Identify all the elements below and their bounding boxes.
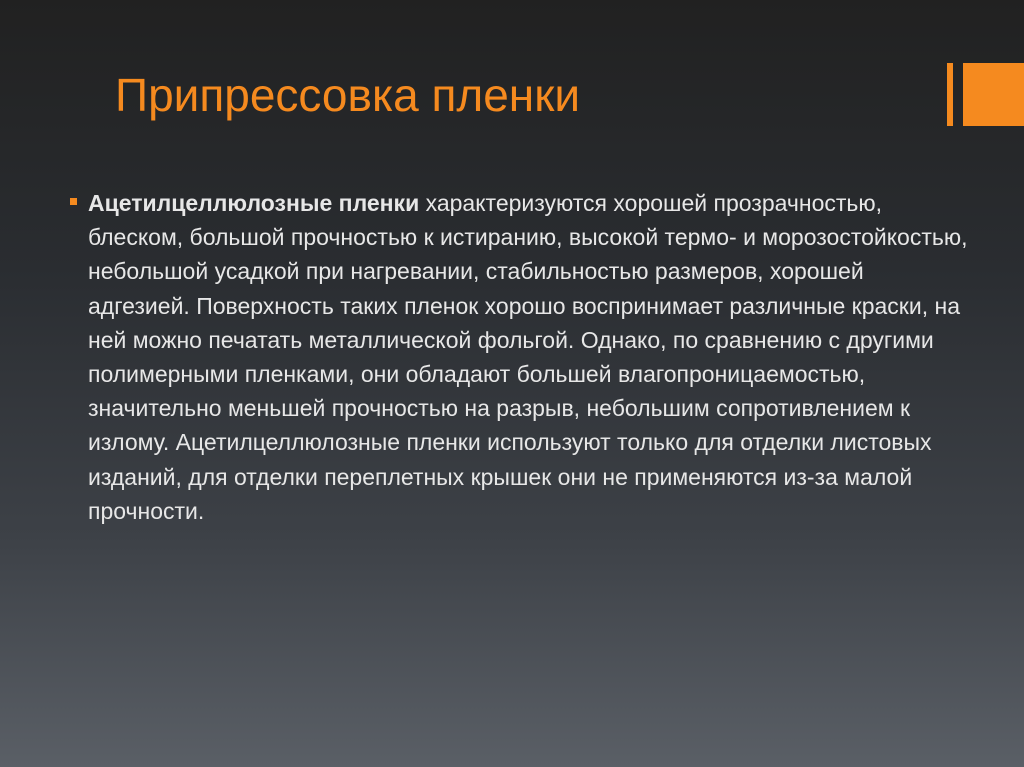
accent-bar-thin [947, 63, 953, 126]
bullet-text: характеризуются хорошей прозрачностью, блеском, большой прочностью к истиранию, высокой термо- и морозостойкостью, небольшой усадкой при нагревании, стабильностью размеров, хорошей адгезией. Поверхность таких пленок хорошо воспринимает различные краски, на ней можно печатать металлической фольгой. Однако, по сравнению с другими полимерными пленками, они обладают большей влагопроницаемостью, значительно меньшей прочностью на разрыв, небольшим сопротивлением к излому. Ацетилцеллюлозные пленки используют только для отделки листовых изданий, для отделки переплетных крышек они не применяются из-за малой прочности. [88, 190, 968, 524]
accent-bar-thick [963, 63, 1024, 126]
bullet-item [88, 186, 968, 528]
slide-title: Припрессовка пленки [115, 69, 581, 121]
bullet-bold-lead: Ацетилцеллюлозные пленки [88, 190, 420, 216]
bullet-square-icon [70, 198, 77, 205]
bullet-list [88, 186, 968, 528]
